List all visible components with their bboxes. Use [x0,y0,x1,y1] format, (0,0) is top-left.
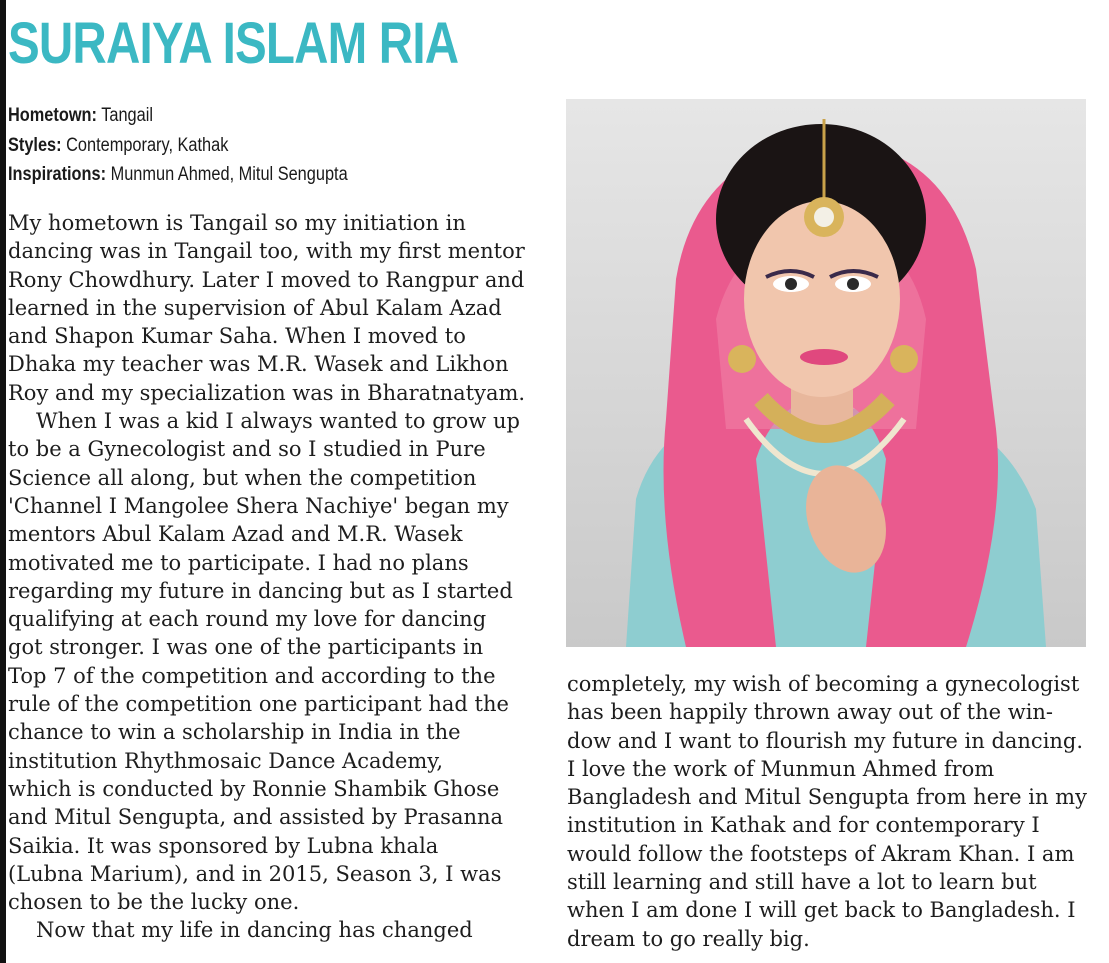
right-pupil [847,278,859,290]
text-line: motivated me to participate. I had no plans [8,550,469,575]
text-line: completely, my wish of becoming a gynecologist [567,672,1080,696]
text-line: Bangladesh and Mitul Sengupta from here in my [567,785,1087,810]
fact-label: Hometown: [8,105,97,126]
fact-box [8,101,348,190]
text-line: institution Rhythmosaic Dance Academy, [8,748,444,773]
text-line: qualifying at each round my love for dancing [8,607,487,632]
text-line: would follow the footsteps of Akram Khan. I am [567,841,1075,866]
left-earring [728,345,756,373]
text-line: Saikia. It was sponsored by Lubna khala [8,833,439,858]
text-line: Now that my life in dancing has changed [36,918,473,943]
text-line: rule of the competition one participant had the [8,692,509,717]
body-column-right [567,670,1097,953]
text-line: When I was a kid I always wanted to grow up [36,409,520,434]
text-line: still learning and still have a lot to learn but [567,870,1037,895]
text-line: chosen to be the lucky one. [8,890,300,915]
text-line: chance to win a scholarship in India in the [8,720,461,745]
lips [800,349,848,365]
left-column-rule [0,0,6,963]
text-line: has been happily thrown away out of the win- [567,700,1054,725]
fact-value: Contemporary, Kathak [66,134,229,156]
fact-label: Inspirations: [8,164,107,185]
body-column-left [8,209,533,945]
fact-hometown [8,101,348,131]
text-line: I love the work of Munmun Ahmed from [567,756,995,781]
text-line: learned in the supervision of Abul Kalam Azad [8,295,502,320]
portrait-illustration [566,99,1086,647]
fact-value: Munmun Ahmed, Mitul Sengupta [110,164,348,185]
text-line: when I am done I will get back to Bangladesh. I [567,898,1076,923]
fact-inspirations [8,160,348,190]
text-line: (Lubna Marium), and in 2015, Season 3, I was [8,861,502,886]
fact-styles [8,131,348,161]
fact-label: Styles: [8,134,62,156]
fact-value: Tangail [101,105,153,126]
text-line: mentors Abul Kalam Azad and M.R. Wasek [8,522,463,547]
tikka-stone [814,207,834,227]
text-line: Rony Chowdhury. Later I moved to Rangpur and [8,267,525,292]
text-line: which is conducted by Ronnie Shambik Ghose [8,776,500,801]
text-line: to be a Gynecologist and so I studied in Pure [8,437,486,462]
text-line: Science all along, but when the competition [8,465,477,490]
text-line: 'Channel I Mangolee Shera Nachiye' began my [8,493,509,518]
text-line: and Shapon Kumar Saha. When I moved to [8,324,466,349]
text-line: Roy and my specialization was in Bharatnatyam. [8,380,526,405]
text-line: dow and I want to flourish my future in dancing. [567,728,1084,753]
text-line: dream to go really big. [567,926,810,951]
left-pupil [785,278,797,290]
article-title: SURAIYA ISLAM RIA [8,11,459,76]
text-line: got stronger. I was one of the participants in [8,635,484,660]
text-line: Dhaka my teacher was M.R. Wasek and Likhon [8,352,509,377]
text-line: institution in Kathak and for contemporary I [567,813,1040,838]
text-line: My hometown is Tangail so my initiation in [8,211,466,235]
right-earring [890,345,918,373]
text-line: and Mitul Sengupta, and assisted by Prasanna [8,805,504,830]
text-line: Top 7 of the competition and according to the [8,663,496,688]
text-line: regarding my future in dancing but as I started [8,578,513,603]
text-line: dancing was in Tangail too, with my first mentor [8,239,525,264]
dancer-portrait-photo [566,99,1086,647]
